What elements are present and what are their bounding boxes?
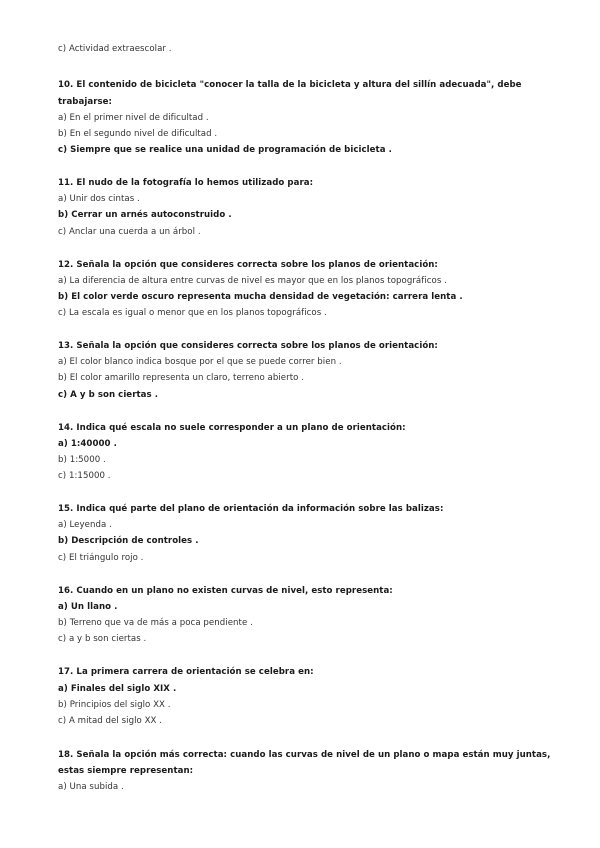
q14-option-b: b) 1:5000 . [58,455,106,465]
q10-question-cont: trabajarse: [58,97,113,107]
q18-option-a: a) Una subida . [58,782,124,792]
q13-option-c: c) A y b son ciertas . [58,390,159,400]
q17-option-b: b) Principios del siglo XX . [58,700,171,710]
q9-option-c: c) Actividad extraescolar . [58,44,172,54]
q17-option-a: a) Finales del siglo XIX . [58,684,177,694]
q12-option-a: a) La diferencia de altura entre curvas de nivel es mayor que en los planos topográficos . [58,276,447,286]
q16-question: 16. Cuando en un plano no existen curvas de nivel, esto representa: [58,586,393,596]
q10-option-a: a) En el primer nivel de dificultad . [58,113,209,123]
q16-option-c: c) a y b son ciertas . [58,634,147,644]
q14-option-a: a) 1:40000 . [58,439,117,449]
q11-option-b: b) Cerrar un arnés autoconstruido . [58,210,232,220]
q10-question: 10. El contenido de bicicleta "conocer la talla de la bicicleta y altura del sillín adecuada", debe [58,80,522,90]
q17-option-c: c) A mitad del siglo XX . [58,716,163,726]
q15-option-c: c) El triángulo rojo . [58,553,144,563]
q15-option-b: b) Descripción de controles . [58,536,199,546]
q14-question: 14. Indica qué escala no suele corresponder a un plano de orientación: [58,423,406,433]
q12-option-b: b) El color verde oscuro representa mucha densidad de vegetación: carrera lenta . [58,292,463,302]
q11-option-a: a) Unir dos cintas . [58,194,140,204]
q13-option-a: a) El color blanco indica bosque por el que se puede correr bien . [58,357,342,367]
q15-option-a: a) Leyenda . [58,520,112,530]
q11-option-c: c) Anclar una cuerda a un árbol . [58,227,201,237]
q16-option-b: b) Terreno que va de más a poca pendiente . [58,618,253,628]
q15-question: 15. Indica qué parte del plano de orientación da información sobre las balizas: [58,504,444,514]
q12-option-c: c) La escala es igual o menor que en los planos topográficos . [58,308,327,318]
q13-option-b: b) El color amarillo representa un claro, terreno abierto . [58,373,305,383]
q11-question: 11. El nudo de la fotografía lo hemos utilizado para: [58,178,314,188]
q10-option-b: b) En el segundo nivel de dificultad . [58,129,218,139]
q16-option-a: a) Un llano . [58,602,118,612]
q13-question: 13. Señala la opción que consideres correcta sobre los planos de orientación: [58,341,438,351]
q14-option-c: c) 1:15000 . [58,471,111,481]
q18-question: 18. Señala la opción más correcta: cuando las curvas de nivel de un plano o mapa están muy juntas, [58,750,551,760]
q18-question-cont: estas siempre representan: [58,766,194,776]
q12-question: 12. Señala la opción que consideres correcta sobre los planos de orientación: [58,260,438,270]
q10-option-c: c) Siempre que se realice una unidad de programación de bicicleta . [58,145,392,155]
q17-question: 17. La primera carrera de orientación se celebra en: [58,667,314,677]
